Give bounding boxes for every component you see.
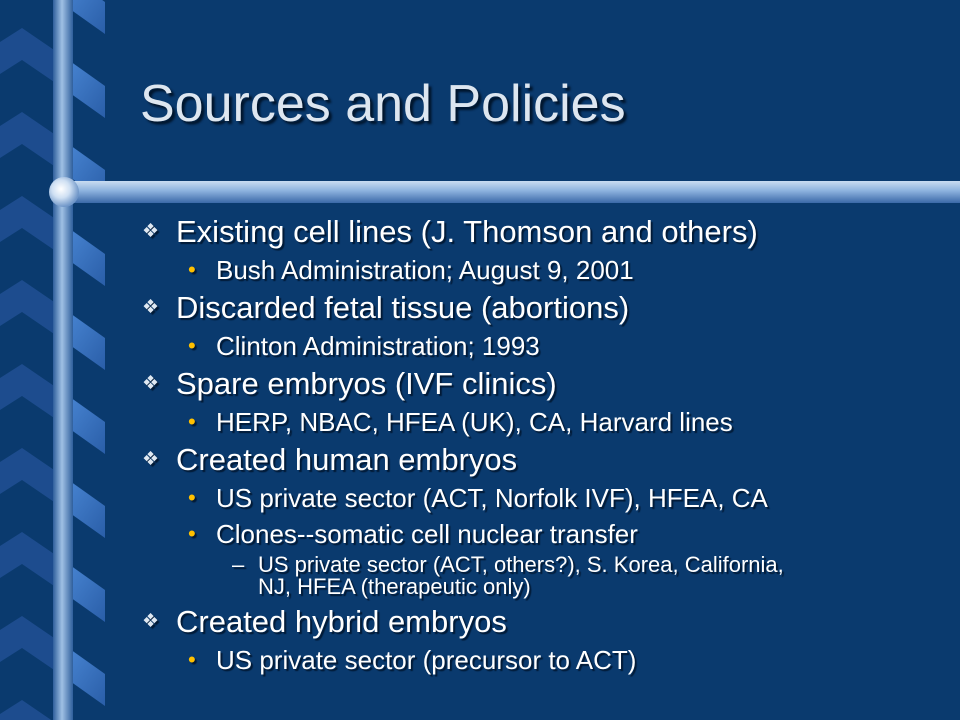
sub-bullet-clinton-administration [140,328,940,364]
ribbon-back-stripe [0,700,60,720]
ribbon-back-stripe [0,364,60,422]
bullet-created-human-embryos [140,440,940,480]
diamond-bullet-icon: ❖ [142,611,160,632]
bullet-list [140,212,940,678]
dot-bullet-icon: • [188,333,196,358]
bullet-text: Created human embryos [176,442,518,477]
sub-bullet-bush-administration [140,252,940,288]
bullet-text: Spare embryos (IVF clinics) [176,366,557,401]
sub-bullet-herp-nbac [140,404,940,440]
ribbon-back-stripe [0,0,60,2]
sub-bullet-text: US private sector (ACT, Norfolk IVF), HFEA, CA [216,483,768,513]
horizontal-divider-bar [62,181,960,203]
sub-bullet-text: HERP, NBAC, HFEA (UK), CA, Harvard lines [216,407,733,437]
ribbon-back-stripe [0,448,60,506]
diamond-bullet-icon: ❖ [142,297,160,318]
divider-knob [49,177,79,207]
sub-bullet-clones [140,516,940,552]
sub-sub-bullet-clone-policies [140,554,940,598]
diamond-bullet-icon: ❖ [142,449,160,470]
ribbon-back-stripe [0,196,60,254]
ribbon-stripes [0,0,105,720]
ribbon-back-stripe [0,28,60,86]
dot-bullet-icon: • [188,647,196,672]
sub-sub-bullet-line-2: NJ, HFEA (therapeutic only) [258,574,531,599]
ribbon-back-stripe [0,112,60,170]
sub-bullet-us-private-sector [140,480,940,516]
sub-bullet-text: Bush Administration; August 9, 2001 [216,255,634,285]
bullet-spare-embryos [140,364,940,404]
dot-bullet-icon: • [188,257,196,282]
dot-bullet-icon: • [188,409,196,434]
sub-bullet-text: US private sector (precursor to ACT) [216,645,637,675]
ribbon-back-stripe [0,616,60,674]
dot-bullet-icon: • [188,485,196,510]
slide-title: Sources and Policies [140,75,626,133]
bullet-text: Created hybrid embryos [176,604,507,639]
dot-bullet-icon: • [188,521,196,546]
ribbon-back-stripe [0,532,60,590]
bullet-text: Discarded fetal tissue (abortions) [176,290,630,325]
ribbon-back-stripe [0,280,60,338]
bullet-existing-cell-lines [140,212,940,252]
diamond-bullet-icon: ❖ [142,221,160,242]
sub-bullet-precursor-to-act [140,642,940,678]
sub-bullet-text: Clinton Administration; 1993 [216,331,540,361]
vertical-pole [53,0,73,720]
bullet-text: Existing cell lines (J. Thomson and others) [176,214,758,249]
dash-bullet-icon: – [232,552,245,577]
bullet-created-hybrid-embryos [140,602,940,642]
bullet-discarded-fetal-tissue [140,288,940,328]
sub-bullet-text: Clones--somatic cell nuclear transfer [216,519,638,549]
sub-sub-bullet-line-1: US private sector (ACT, others?), S. Korea, California, [258,552,784,577]
diamond-bullet-icon: ❖ [142,373,160,394]
